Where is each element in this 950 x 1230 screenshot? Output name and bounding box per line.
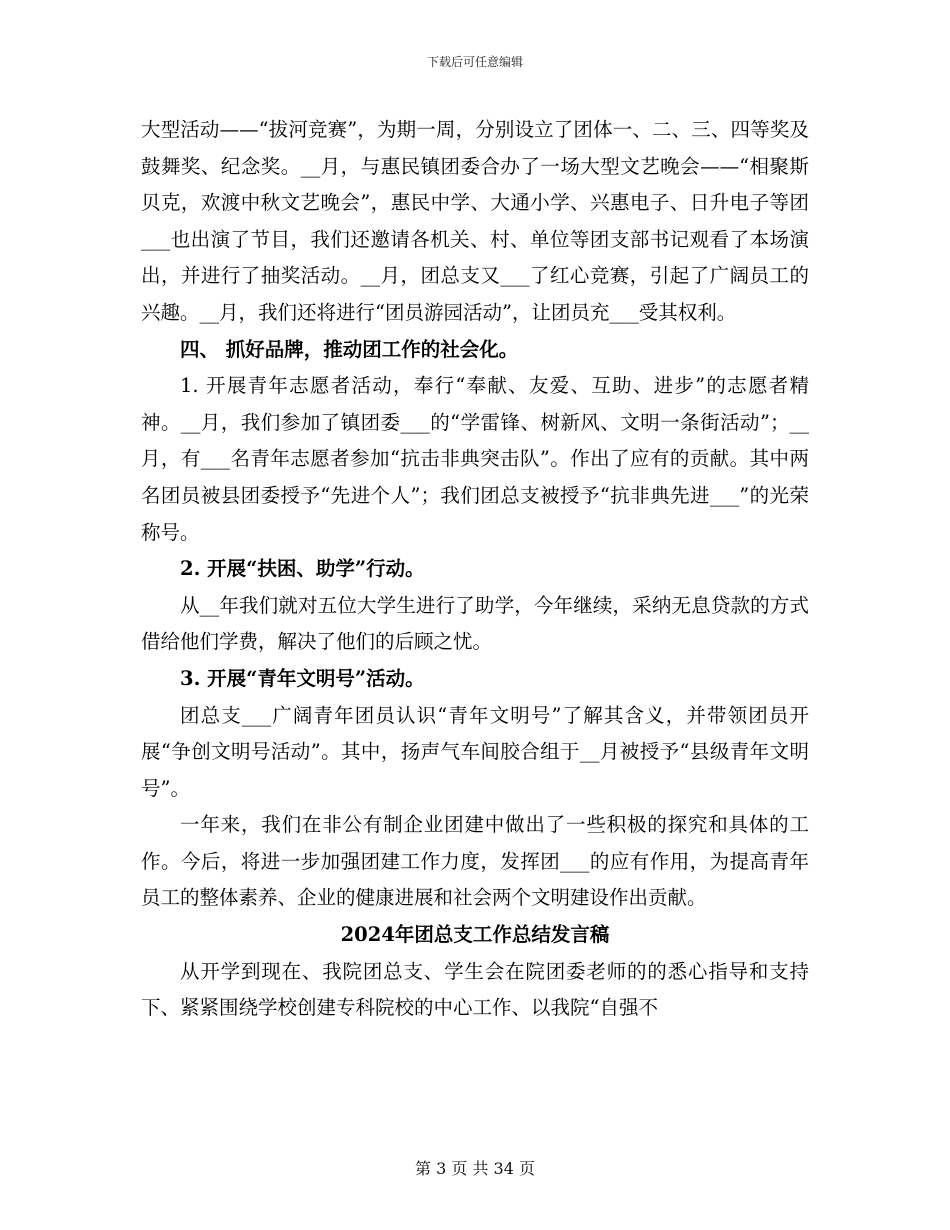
page-number: 第 3 页 共 34 页 <box>415 1159 535 1178</box>
paragraph-volunteer: 1. 开展青年志愿者活动，奉行“奉献、友爱、互助、进步”的志愿者精神。__月，我们参加了镇团委___的“学雷锋、树新风、文明一条街活动”；__月，有___名青年志愿者参加“抗击非典突击队”。作出了应有的贡献。其中两名团员被县团委授予“先进个人”；我们团总支被授予“抗非典先进___”的光荣称号。 <box>141 374 809 544</box>
paragraph-activities: 大型活动——“拔河竞赛”，为期一周，分别设立了团体一、二、三、四等奖及鼓舞奖、纪念奖。__月，与惠民镇团委合办了一场大型文艺晚会——“相聚斯贝克，欢渡中秋文艺晚会”，惠民中学、大通小学、兴惠电子、日升电子等团___也出演了节目，我们还邀请各机关、村、单位等团支部书记观看了本场演出，并进行了抽奖活动。__月，团总支又___了红心竞赛，引起了广阔员工的兴趣。__月，我们还将进行“团员游园活动”，让团员充___受其权利。 <box>141 118 809 324</box>
header-note: 下载后可任意编辑 <box>426 55 523 69</box>
paragraph-summary: 一年来，我们在非公有制企业团建中做出了一些积极的探究和具体的工作。今后，将进一步加强团建工作力度，发挥团___的应有作用，为提高青年员工的整体素养、企业的健康进展和社会两个文明建设作出贡献。 <box>141 813 809 910</box>
paragraph-civilization: 团总支___广阔青年团员认识“青年文明号”了解其含义，并带领团员开展“争创文明号活动”。其中，扬声气车间胶合组于__月被授予“县级青年文明号”。 <box>141 703 809 800</box>
section-heading-brand: 四、 抓好品牌，推动团工作的社会化。 <box>180 337 519 361</box>
paragraph-student-aid: 从__年我们就对五位大学生进行了助学，今年继续，采纳无息贷款的方式借给他们学费，解决了他们的后顾之忧。 <box>141 593 809 654</box>
subheading-youth-civilization: 3. 开展“青年文明号”活动。 <box>180 666 425 690</box>
subheading-poverty-aid: 2. 开展“扶困、助学”行动。 <box>180 557 425 581</box>
paragraph-speech-intro: 从开学到现在、我院团总支、学生会在院团委老师的的悉心指导和支持下、紧紧围绕学校创建专科院校的中心工作、以我院“自强不 <box>141 959 809 1020</box>
document-body <box>141 112 809 1027</box>
document-title: 2024年团总支工作总结发言稿 <box>340 923 610 947</box>
